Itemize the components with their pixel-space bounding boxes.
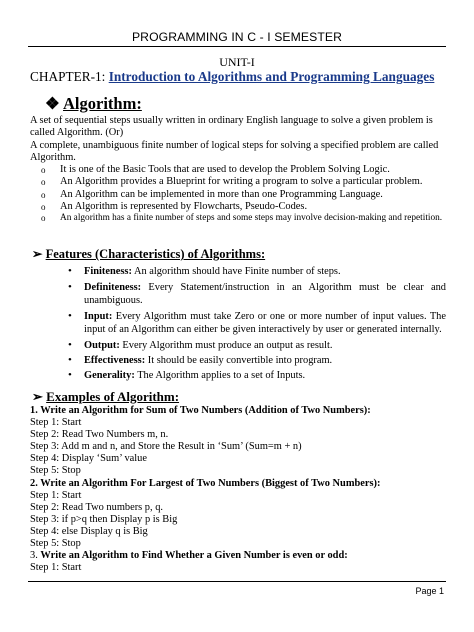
list-item: • Definiteness: Every Statement/instruction in an Algorithm must be clear and unambiguous. [68, 281, 446, 306]
list-item: o An Algorithm provides a Blueprint for writing a program to solve a particular problem. [41, 176, 423, 188]
list-item: • Finiteness: An algorithm should have Finite number of steps. [68, 265, 341, 277]
step-line: Step 2: Read Two Numbers m, n. [30, 429, 169, 441]
unit-title: UNIT-I [219, 55, 255, 69]
circle-bullet-icon: o [41, 177, 46, 188]
circle-bullet-icon: o [41, 189, 46, 200]
circle-bullet-icon: o [41, 213, 46, 224]
example-3 [30, 550, 450, 574]
features-list [30, 265, 446, 382]
definition-1: A set of sequential steps usually written in ordinary English language to solve a given problem is called Algorithm. (Or) [30, 115, 433, 139]
dot-bullet-icon: • [68, 354, 72, 366]
definition-2: A complete, unambiguous finite number of logical steps for solving a specified problem are called Algorithm. [30, 140, 439, 164]
step-line: Step 4: Display ‘Sum’ value [30, 453, 147, 465]
chapter-heading [30, 69, 434, 85]
example-title: 1. Write an Algorithm for Sum of Two Numbers (Addition of Two Numbers): [30, 405, 371, 416]
list-item: • Input: Every Algorithm must take Zero or one or more number of input values. The input of an Algorithm can either be given interactively by user or generated internally. [68, 310, 446, 335]
examples-heading-text: Examples of Algorithm: [46, 389, 180, 404]
examples-heading [32, 389, 179, 405]
dot-bullet-icon: • [68, 339, 72, 351]
page-number: Page 1 [415, 586, 444, 596]
features-heading [32, 246, 265, 262]
dot-bullet-icon: • [68, 281, 72, 293]
list-item: • Effectiveness: It should be easily convertible into program. [68, 354, 333, 366]
list-item: o An Algorithm can be implemented in more than one Programming Language. [41, 188, 383, 200]
step-line: Step 2: Read Two numbers p, q. [30, 502, 163, 514]
arrow-bullet-icon: ➢ [32, 247, 43, 261]
diamond-bullet-icon: ❖ [45, 94, 60, 113]
step-line: Step 5: Stop [30, 538, 81, 550]
algorithm-heading-text: Algorithm: [63, 94, 142, 113]
dot-bullet-icon: • [68, 265, 72, 277]
header-rule [28, 46, 446, 47]
list-item: o An algorithm has a finite number of steps and some steps may involve decision-making and repetition. [41, 213, 443, 224]
chapter-title: Introduction to Algorithms and Programming Languages [108, 69, 435, 84]
list-item: • Output: Every Algorithm must produce an output as result. [68, 339, 333, 351]
step-line: Step 4: else Display q is Big [30, 526, 148, 538]
dot-bullet-icon: • [68, 369, 72, 381]
list-item: o An Algorithm is represented by Flowcharts, Pseudo-Codes. [41, 200, 308, 212]
circle-bullet-icon: o [41, 165, 46, 175]
step-line: Step 3: if p>q then Display p is Big [30, 514, 178, 526]
example-2 [30, 478, 450, 551]
dot-bullet-icon: • [68, 310, 72, 322]
circle-bullet-icon: o [41, 201, 46, 212]
example-1 [30, 405, 450, 478]
arrow-bullet-icon: ➢ [32, 389, 43, 404]
page-header: PROGRAMMING IN C - I SEMESTER [131, 30, 343, 44]
step-line: Step 3: Add m and n, and Store the Result in ‘Sum’ (Sum=m + n) [30, 441, 302, 453]
example-title: 2. Write an Algorithm For Largest of Two Numbers (Biggest of Two Numbers): [30, 478, 381, 489]
step-line: Step 1: Start [30, 417, 82, 429]
chapter-prefix: CHAPTER-1: [30, 69, 109, 84]
algorithm-points [30, 164, 450, 225]
features-heading-text: Features (Characteristics) of Algorithms: [45, 247, 266, 261]
step-line: Step 1: Start [30, 490, 82, 502]
step-line: Step 1: Start [30, 562, 82, 574]
list-item: o It is one of the Basic Tools that are used to develop the Problem Solving Logic. [41, 164, 390, 175]
step-line: Step 5: Stop [30, 465, 81, 477]
list-item: • Generality: The Algorithm applies to a set of Inputs. [68, 369, 306, 381]
algorithm-heading [45, 94, 142, 114]
example-title: 3. Write an Algorithm to Find Whether a Given Number is even or odd: [30, 550, 348, 561]
footer-rule [28, 581, 446, 582]
